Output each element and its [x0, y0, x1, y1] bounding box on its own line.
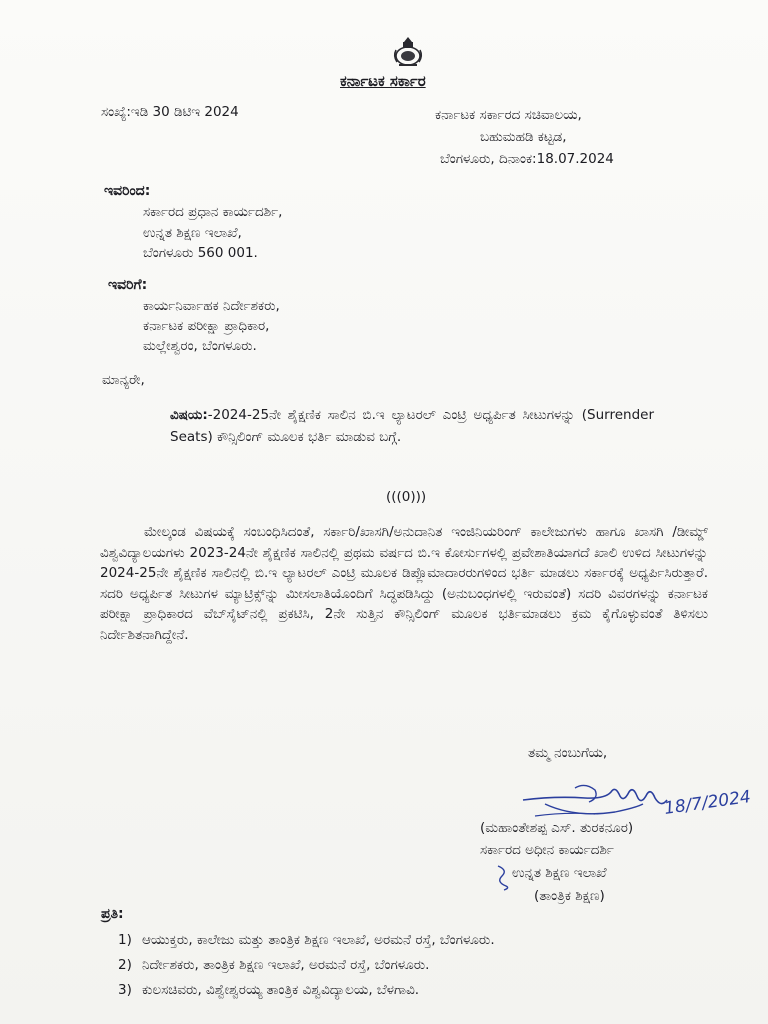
copies-list	[118, 928, 495, 1003]
list-item: 3) ಕುಲಸಚಿವರು, ವಿಶ್ವೇಶ್ವರಯ್ಯ ತಾಂತ್ರಿಕ ವಿಶ್ವವಿದ್ಯಾಲಯ, ಬೆಳಗಾವಿ.	[118, 982, 420, 998]
from-line-1: ಸರ್ಕಾರದ ಪ್ರಧಾನ ಕಾರ್ಯದರ್ಶಿ,	[143, 204, 283, 220]
copies-label: ಪ್ರತಿ:	[101, 906, 124, 922]
separator-mark: (((0)))	[386, 489, 427, 505]
subject-block	[170, 404, 654, 448]
initials-mark	[494, 862, 514, 892]
subject-label: ವಿಷಯ:	[170, 407, 208, 423]
office-line-1: ಕರ್ನಾಟಕ ಸರ್ಕಾರದ ಸಚಿವಾಲಯ,	[435, 107, 582, 123]
subject-text: -2024-25ನೇ ಶೈಕ್ಷಣಿಕ ಸಾಲಿನ ಬಿ.ಇ ಲ್ಯಾಟರಲ್ ಎಂಟ್ರಿ ಅಧ್ಯರ್ಪಿತ ಸೀಟುಗಳನ್ನು (Surrender Seats) ಕೌನ್ಸಿಲಿಂಗ್ ಮೂಲಕ ಭರ್ತಿ ಮಾಡುವ ಬಗ್ಗೆ.	[170, 407, 654, 445]
from-line-2: ಉನ್ನತ ಶಿಕ್ಷಣ ಇಲಾಖೆ,	[143, 225, 242, 241]
signatory-department: ಉನ್ನತ ಶಿಕ್ಷಣ ಇಲಾಖೆ	[512, 865, 607, 881]
to-line-3: ಮಲ್ಲೇಶ್ವರಂ, ಬೆಂಗಳೂರು.	[143, 338, 257, 354]
state-emblem-icon	[391, 36, 425, 68]
body-paragraph	[100, 522, 708, 645]
signatory-wing: (ತಾಂತ್ರಿಕ ಶಿಕ್ಷಣ)	[534, 888, 605, 904]
to-label: ಇವರಿಗೆ:	[108, 277, 148, 293]
signatory-name: (ಮಹಾಂತೇಶಪ್ಪ ಎಸ್. ತುರಕನೂರ)	[480, 820, 634, 836]
office-line-2: ಬಹುಮಹಡಿ ಕಟ್ಟಡ,	[480, 129, 567, 145]
from-line-3: ಬೆಂಗಳೂರು 560 001.	[143, 245, 258, 261]
list-item: 1) ಆಯುಕ್ತರು, ಕಾಲೇಜು ಮತ್ತು ತಾಂತ್ರಿಕ ಶಿಕ್ಷಣ ಇಲಾಖೆ, ಅರಮನೆ ರಸ್ತೆ, ಬೆಂಗಳೂರು.	[118, 932, 495, 948]
to-line-1: ಕಾರ್ಯನಿರ್ವಾಹಕ ನಿರ್ದೇಶಕರು,	[143, 298, 280, 314]
to-line-2: ಕರ್ನಾಟಕ ಪರೀಕ್ಷಾ ಪ್ರಾಧಿಕಾರ,	[143, 318, 270, 334]
government-title: ಕರ್ನಾಟಕ ಸರ್ಕಾರ	[340, 72, 426, 90]
reference-number: ಸಂಖ್ಯೆ:ಇಡಿ 30 ಡಿಟಿಇ 2024	[101, 104, 239, 120]
list-item: 2) ನಿರ್ದೇಶಕರು, ತಾಂತ್ರಿಕ ಶಿಕ್ಷಣ ಇಲಾಖೆ, ಅರಮನೆ ರಸ್ತೆ, ಬೆಂಗಳೂರು.	[118, 957, 430, 973]
body-text: ಮೇಲ್ಕಂಡ ವಿಷಯಕ್ಕೆ ಸಂಬಂಧಿಸಿದಂತೆ, ಸರ್ಕಾರಿ/ಖಾಸಗಿ/ಅನುದಾನಿತ ಇಂಜಿನಿಯರಿಂಗ್ ಕಾಲೇಜುಗಳು ಹಾಗೂ ಖಾಸಗಿ /ಡೀಮ್ಡ್ ವಿಶ್ವವಿದ್ಯಾಲಯಗಳು 2023-24ನೇ ಶೈಕ್ಷಣಿಕ ಸಾಲಿನಲ್ಲಿ ಪ್ರಥಮ ವರ್ಷದ ಬಿ.ಇ ಕೋರ್ಸುಗಳಲ್ಲಿ ಪ್ರವೇಶಾತಿಯಾಗದೆ ಖಾಲಿ ಉಳಿದ ಸೀಟುಗಳನ್ನು 2024-25ನೇ ಶೈಕ್ಷಣಿಕ ಸಾಲಿನಲ್ಲಿ ಬಿ.ಇ ಲ್ಯಾಟರಲ್ ಎಂಟ್ರಿ ಮೂಲಕ ಡಿಪ್ಲೊಮಾದಾರರುಗಳಿಂದ ಭರ್ತಿ ಮಾಡಲು ಸರ್ಕಾರಕ್ಕೆ ಅಧ್ಯರ್ಪಿಸಿರುತ್ತಾರೆ. ಸದರಿ ಅಧ್ಯರ್ಪಿತ ಸೀಟುಗಳ ಮ್ಯಾಟ್ರಿಕ್ಸ್‌ನ್ನು ಮೀಸಲಾತಿಯೊಂದಿಗೆ ಸಿದ್ಧಪಡಿಸಿದ್ದು (ಅನುಬಂಧಗಳಲ್ಲಿ ಇರುವಂತೆ) ಸದರಿ ವಿವರಗಳನ್ನು ಕರ್ನಾಟಕ ಪರೀಕ್ಷಾ ಪ್ರಾಧಿಕಾರದ ವೆಬ್‌ಸೈಟ್‌ನಲ್ಲಿ ಪ್ರಕಟಿಸಿ, 2ನೇ ಸುತ್ತಿನ ಕೌನ್ಸಿಲಿಂಗ್ ಮೂಲಕ ಭರ್ತಿಮಾಡಲು ಕ್ರಮ ಕೈಗೊಳ್ಳುವಂತೆ ತಿಳಿಸಲು ನಿರ್ದೇಶಿತನಾಗಿದ್ದೇನೆ.	[100, 524, 708, 643]
signatory-designation: ಸರ್ಕಾರದ ಅಧೀನ ಕಾರ್ಯದರ್ಶಿ	[480, 842, 614, 858]
signature-date: 18/7/2024	[662, 787, 753, 819]
salutation: ಮಾನ್ಯರೇ,	[102, 372, 145, 388]
from-label: ಇವರಿಂದ:	[104, 183, 151, 199]
office-date-line: ಬೆಂಗಳೂರು, ದಿನಾಂಕ:18.07.2024	[440, 151, 614, 167]
closing-line: ತಮ್ಮ ನಂಬುಗೆಯ,	[528, 745, 608, 761]
